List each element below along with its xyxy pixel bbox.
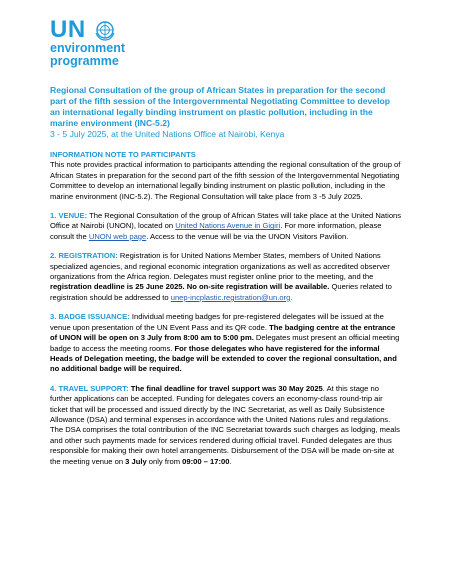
venue-label: 1. VENUE: (50, 211, 88, 221)
registration-deadline: registration deadline is 25 June 2025. No on-site registration will be available. (50, 282, 330, 292)
badge-section (50, 312, 402, 374)
registration-text-3: . (290, 292, 293, 302)
badge-text-1: Individual meeting badges for pre-registered delegates will be issued at the venue upon presentation of the UN Event Pass and its QR code. (50, 312, 384, 332)
venue-location-link[interactable]: United Nations Avenue in Gigiri (175, 221, 281, 231)
intro-paragraph: This note provides practical information to participants attending the regional consultation of the group of African States in preparation for the second part of the fifth session of the Intergovernmental Negotiating Committee to develop an international legally binding instrument on plastic pollution, including in the marine environment (INC-5.2). The Regional Consultation will take place from 3 -5 July 2025. (50, 160, 401, 201)
dsa-date: 3 July (125, 456, 147, 466)
un-emblem-icon (94, 19, 116, 41)
info-note-heading: INFORMATION NOTE TO PARTICIPANTS (50, 150, 196, 159)
document-title: Regional Consultation of the group of African States in preparation for the second part of the fifth session of the Intergovernmental Negotiating Committee to develop an international legally binding instrument on plastic pollution, including in the marine environment (INC-5.2) (50, 85, 390, 128)
registration-email-link[interactable]: unep-incplastic.registration@un.org (170, 292, 291, 302)
venue-text-3: . Access to the venue will be via the UNON Visitors Pavilion. (146, 231, 349, 241)
logo-un-text: UN (50, 16, 86, 43)
registration-section (50, 251, 402, 303)
document-body (50, 85, 402, 476)
logo-line-programme: programme (50, 54, 119, 68)
venue-text-2: . For more information, please consult the (50, 221, 382, 241)
unep-logo (50, 18, 210, 74)
badge-hours: The badging centre at the entrance of UNON will be open on 3 July from 8:00 am to 5:00 pm. (50, 322, 396, 343)
venue-section (50, 211, 402, 242)
travel-text-3: only from (146, 456, 183, 466)
travel-label: 4. TRAVEL SUPPORT: (50, 383, 129, 393)
registration-text-1: Registration is for United Nations Member States, members of United Nations specialized agencies, and regional economic integration organizations as well as accredited observer organizations from the Africa region. Delegates must register online prior to the meeting, and the (50, 251, 390, 282)
registration-label: 2. REGISTRATION: (50, 251, 118, 261)
document-subtitle: 3 - 5 July 2025, at the United Nations Office at Nairobi, Kenya (50, 129, 285, 139)
badge-label: 3. BADGE ISSUANCE: (50, 312, 130, 322)
dsa-hours: 09:00 – 17:00 (182, 456, 230, 466)
logo-line-environment: environment (50, 41, 126, 55)
registration-text-2: Queries related to registration should be addressed to (50, 282, 392, 302)
venue-text-1: The Regional Consultation of the group of African States will take place at the United Nations Office at Nairobi (UNON), located on (50, 211, 402, 231)
travel-text-2: . At this stage no further applications can be accepted. Funding for delegates covers an economy-class round-trip air ticket that will be processed and issued directly by the INC Secretariat, as well as Daily Subsistence Allowance (DSA) and terminal expenses in accordance with the United Nations rules and regulations. The DSA comprises the total contribution of the INC Secretariat towards such charges as lodging, meals and other such payments made for services rendered during official travel. Funded delegates are thus responsible for making their own hotel arrangements. Disbursement of the DSA will be made on-site at the meeting venue on (50, 383, 400, 466)
travel-text-4: . (229, 456, 232, 466)
travel-section (50, 384, 402, 467)
badge-hod-note: For those delegates who have registered for the informal Heads of Delegation meeting, the badge will be extended to cover the regional consultation, and no additional badge will be required. (50, 343, 397, 374)
unon-web-page-link[interactable]: UNON web page (88, 231, 147, 241)
badge-text-2: Delegates must present an official meeting badge to access the meeting rooms. (50, 333, 400, 353)
travel-deadline: The final deadline for travel support was 30 May 2025 (130, 383, 323, 393)
